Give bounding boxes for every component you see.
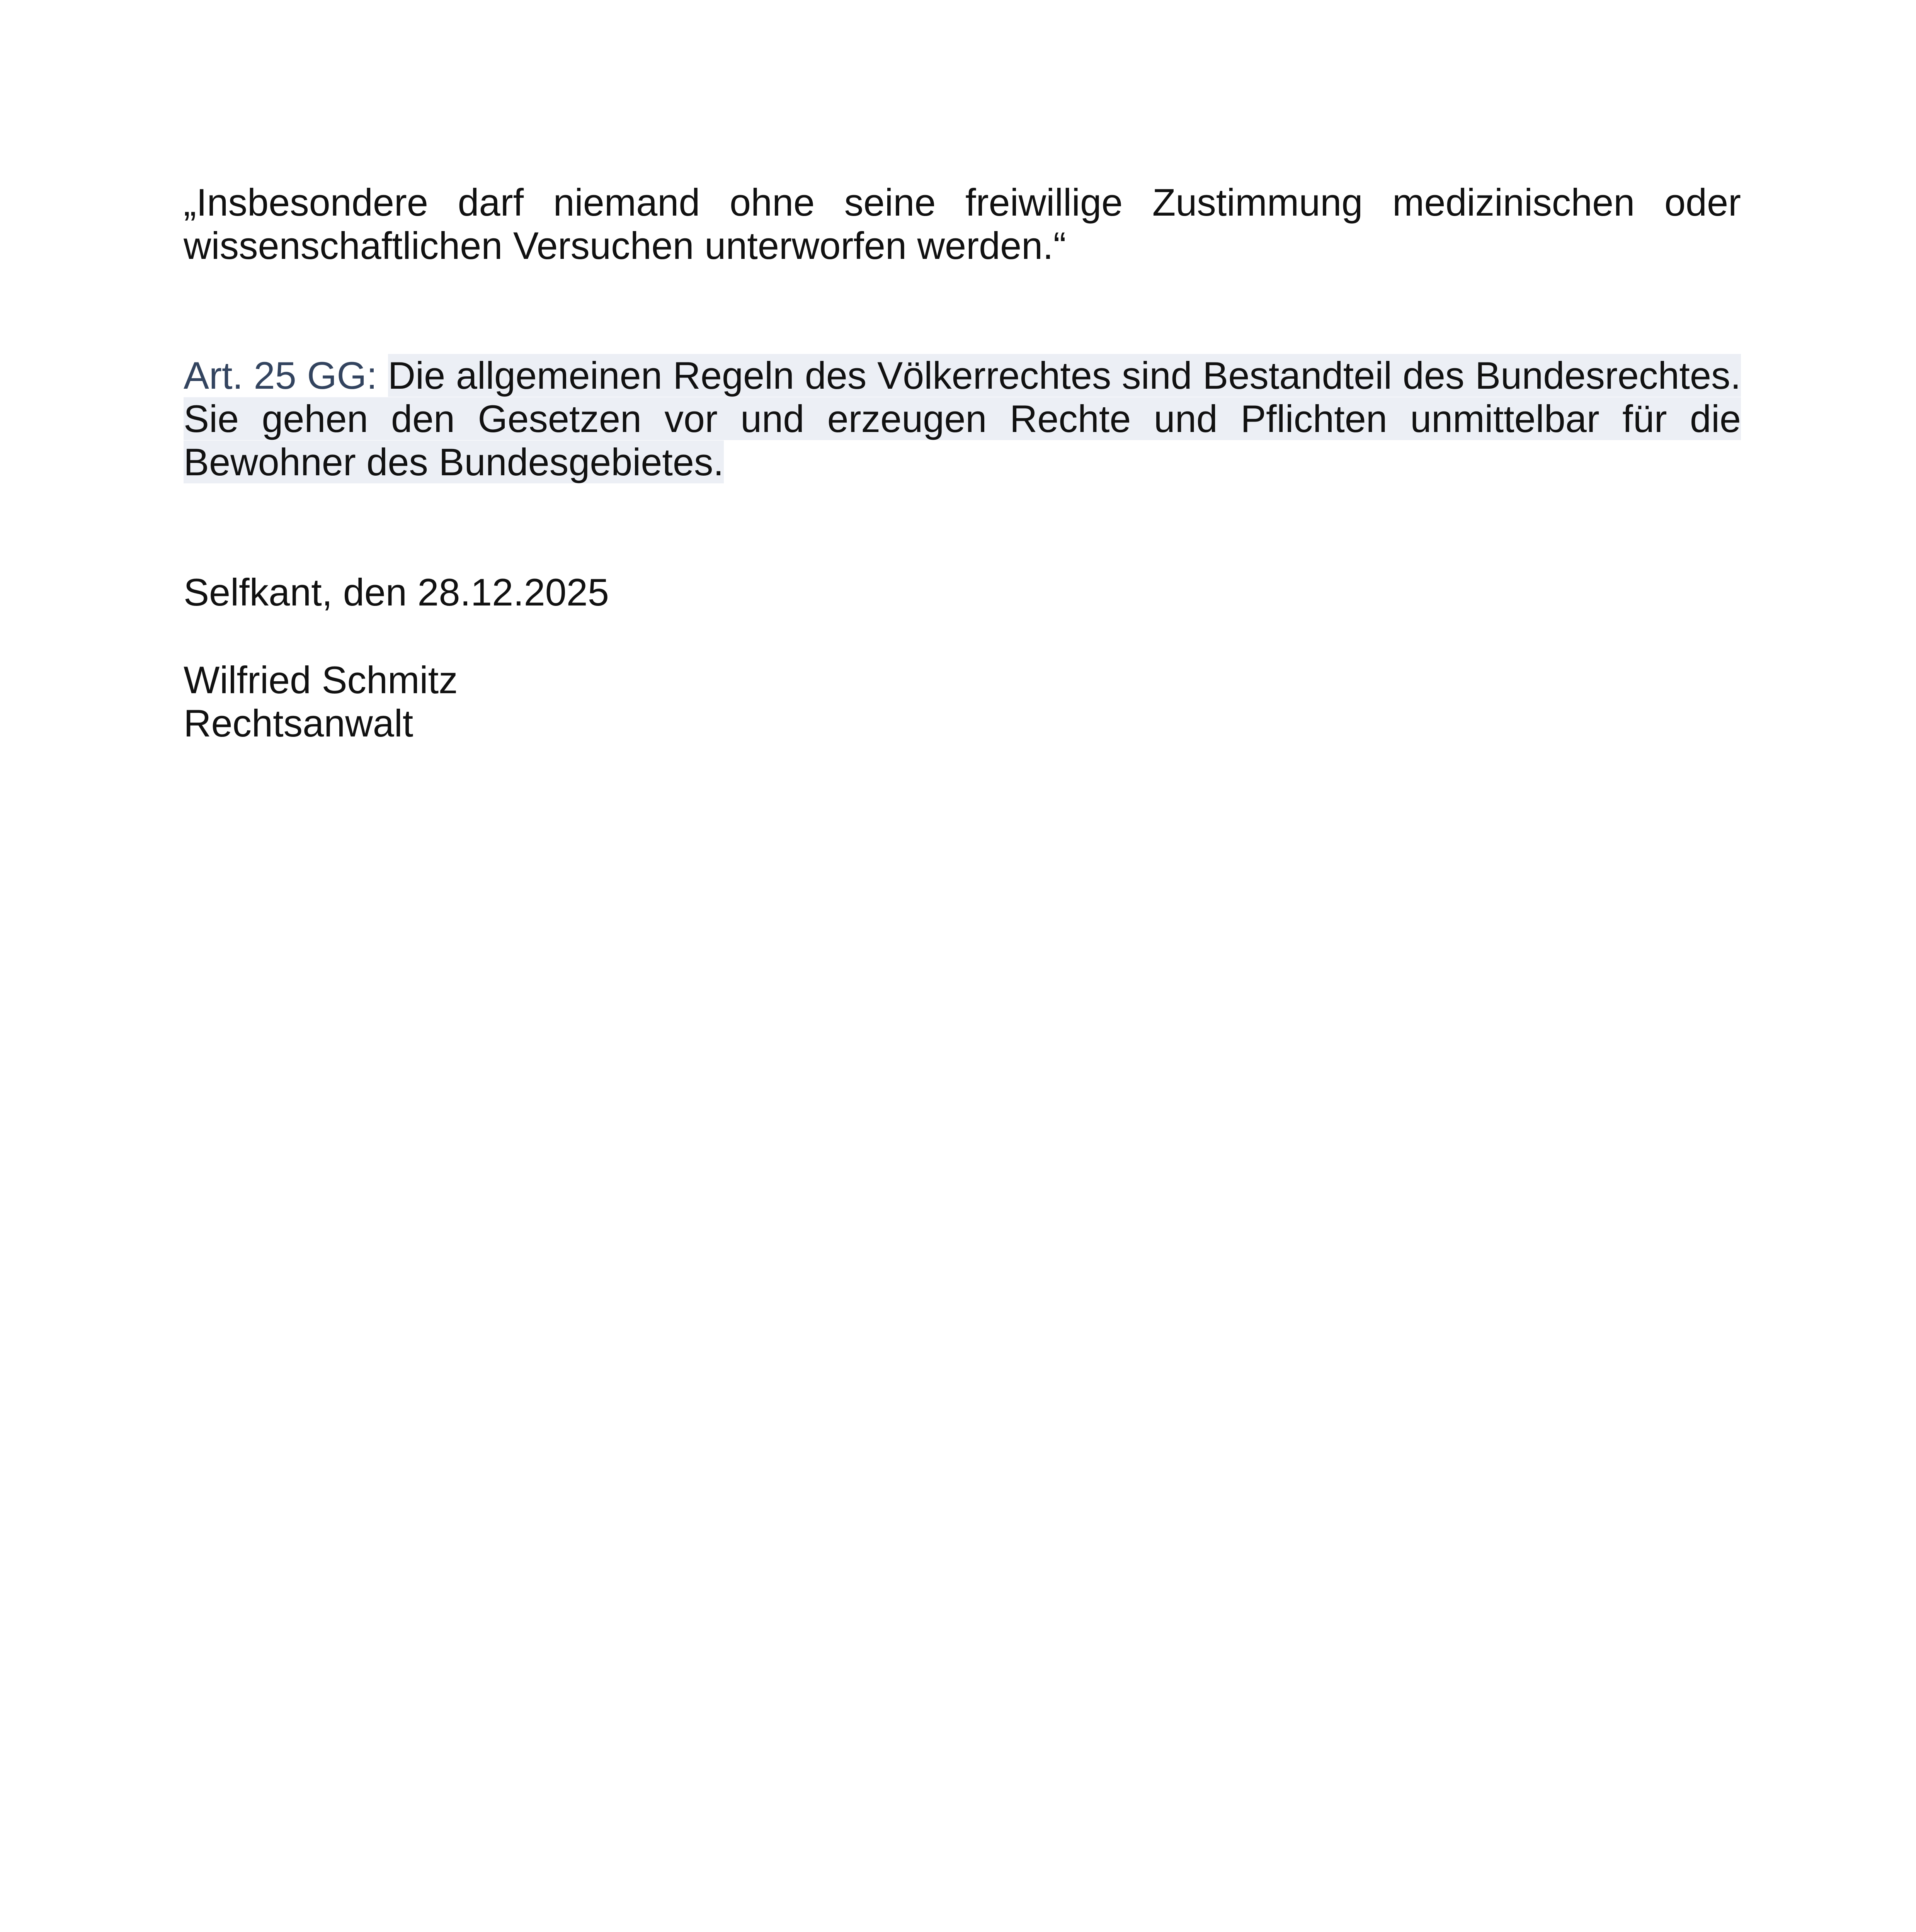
signatory-title: Rechtsanwalt xyxy=(184,702,413,745)
article-paragraph xyxy=(184,354,1741,484)
quote-paragraph: „Insbesondere darf niemand ohne seine freiwillige Zustimmung medizinischen oder wissenschaftlichen Versuchen unterworfen werden.“ xyxy=(184,181,1741,267)
place-date: Selfkant, den 28.12.2025 xyxy=(184,571,609,614)
article-text: Die allgemeinen Regeln des Völkerrechtes sind Bestandteil des Bundesrechtes. Sie gehen den Gesetzen vor und erzeugen Rechte und Pflichten unmittelbar für die Bewohner des Bundesgebietes. xyxy=(184,354,1741,483)
signature-block xyxy=(184,658,1741,745)
signatory-name: Wilfried Schmitz xyxy=(184,658,458,701)
article-reference: Art. 25 GG: xyxy=(184,354,377,397)
